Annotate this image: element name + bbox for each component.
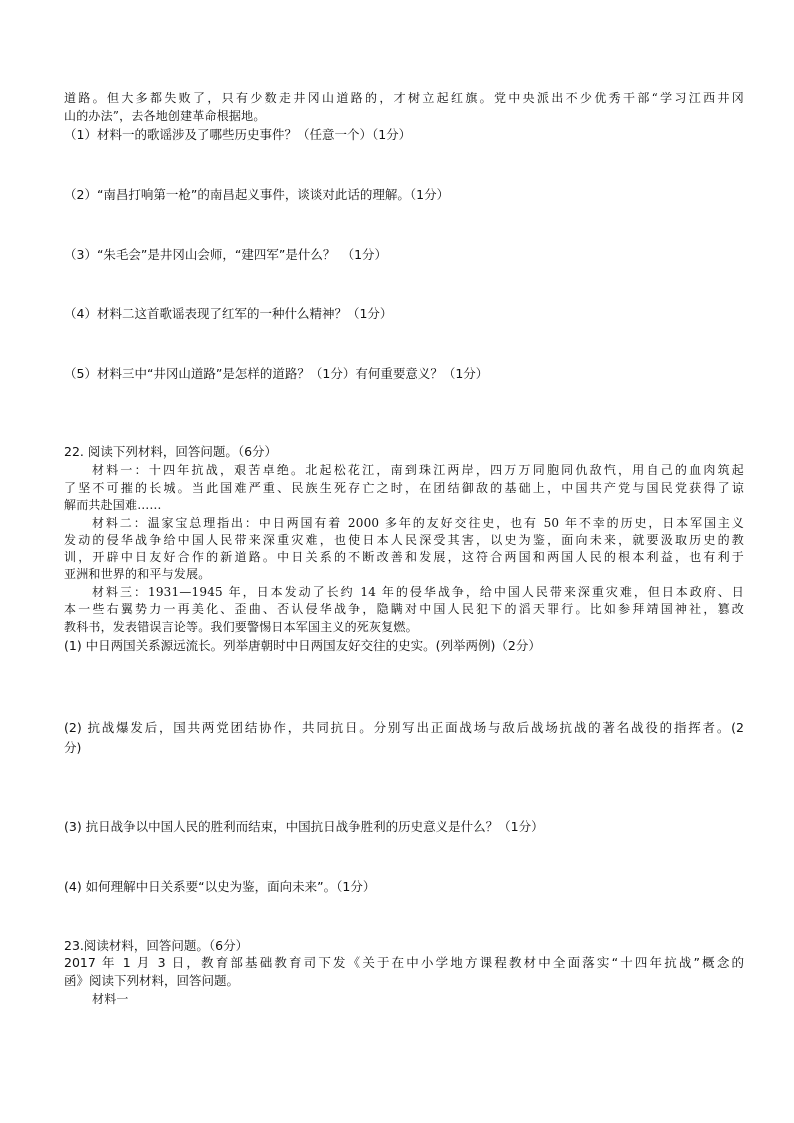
question-22-2: (2) 抗战爆发后，国共两党团结协作，共同抗日。分别写出正面战场与敌后战场抗战的著名战役的指挥者。(2 [64,720,744,735]
material-3-line: 材料三：1931—1945 年，日本发动了长约 14 年的侵华战争，给中国人民带来深重灾难，但日本政府、日 [92,585,744,599]
material-2-line: 发动的侵华战争给中国人民带来深重灾难，也使日本人民深受其害，以史为鉴，面向未来，就要汲取历史的教 [64,533,744,547]
material-2-line: 材料二：温家宝总理指出：中日两国有着 2000 多年的友好交往史，也有 50 年不幸的历史，日本军国主义 [92,516,744,530]
material-2-line: 训，开辟中日友好合作的新道路。中日关系的不断改善和发展，这符合两国和两国人民的根本利益，也有利于 [64,550,744,564]
question-22-1: (1) 中日两国关系源远流长。列举唐朝时中日两国友好交往的史实。(列举两例)（2分） [64,638,541,653]
question-22-4: (4) 如何理解中日关系要“以史为鉴，面向未来”。（1分） [64,879,376,894]
text-line: 道路。但大多都失败了，只有少数走井冈山道路的，才树立起红旗。党中央派出不少优秀干部“学习江西井冈 [64,91,744,105]
text-line: 山的办法”，去各地创建革命根据地。 [64,109,266,123]
question-21-2: （2）“南昌打响第一枪”的南昌起义事件，谈谈对此话的理解。（1分） [64,187,450,202]
material-1-line: 材料一：十四年抗战，艰苦卓绝。北起松花江，南到珠江两岸，四万万同胞同仇敌忾，用自己的血肉筑起 [92,463,744,477]
question-23-heading: 23.阅读材料，回答问题。（6分） [64,938,249,953]
question-23-intro: 2017 年 1 月 3 日，教育部基础教育司下发《关于在中小学地方课程教材中全面落实“十四年抗战”概念的 [64,955,744,970]
question-21-1: （1）材料一的歌谣涉及了哪些历史事件？（任意一个）（1分） [64,127,412,142]
material-3-line: 本一些右翼势力一再美化、歪曲、否认侵华战争，隐瞒对中国人民犯下的滔天罪行。比如参拜靖国神社，篡改 [64,602,744,616]
material-2-line: 亚洲和世界的和平与发展。 [64,567,211,581]
question-21-3: （3）“朱毛会”是井冈山会师，“建四军”是什么？ （1分） [64,247,388,262]
material-3-line: 教科书，发表错误言论等。我们要警惕日本军国主义的死灰复燃。 [64,620,418,634]
question-22-3: (3) 抗日战争以中国人民的胜利而结束，中国抗日战争胜利的历史意义是什么？（1分） [64,819,544,834]
question-22-2-continued: 分) [64,740,82,755]
question-21-4: （4）材料二这首歌谣表现了红军的一种什么精神？（1分） [64,306,393,321]
material-1-line: 解而共赴国难…… [64,498,162,512]
question-23-intro: 函》阅读下列材料，回答问题。 [64,973,240,988]
material-1-line: 了坚不可摧的长城。当此国难严重、民族生死存亡之时，在团结御敌的基础上，中国共产党与国民党获得了谅 [64,481,744,495]
material-1-label: 材料一 [92,992,129,1006]
question-22-heading: 22. 阅读下列材料，回答问题。（6分） [64,444,278,459]
question-21-5: （5）材料三中“井冈山道路”是怎样的道路？（1分）有何重要意义？（1分） [64,366,489,381]
